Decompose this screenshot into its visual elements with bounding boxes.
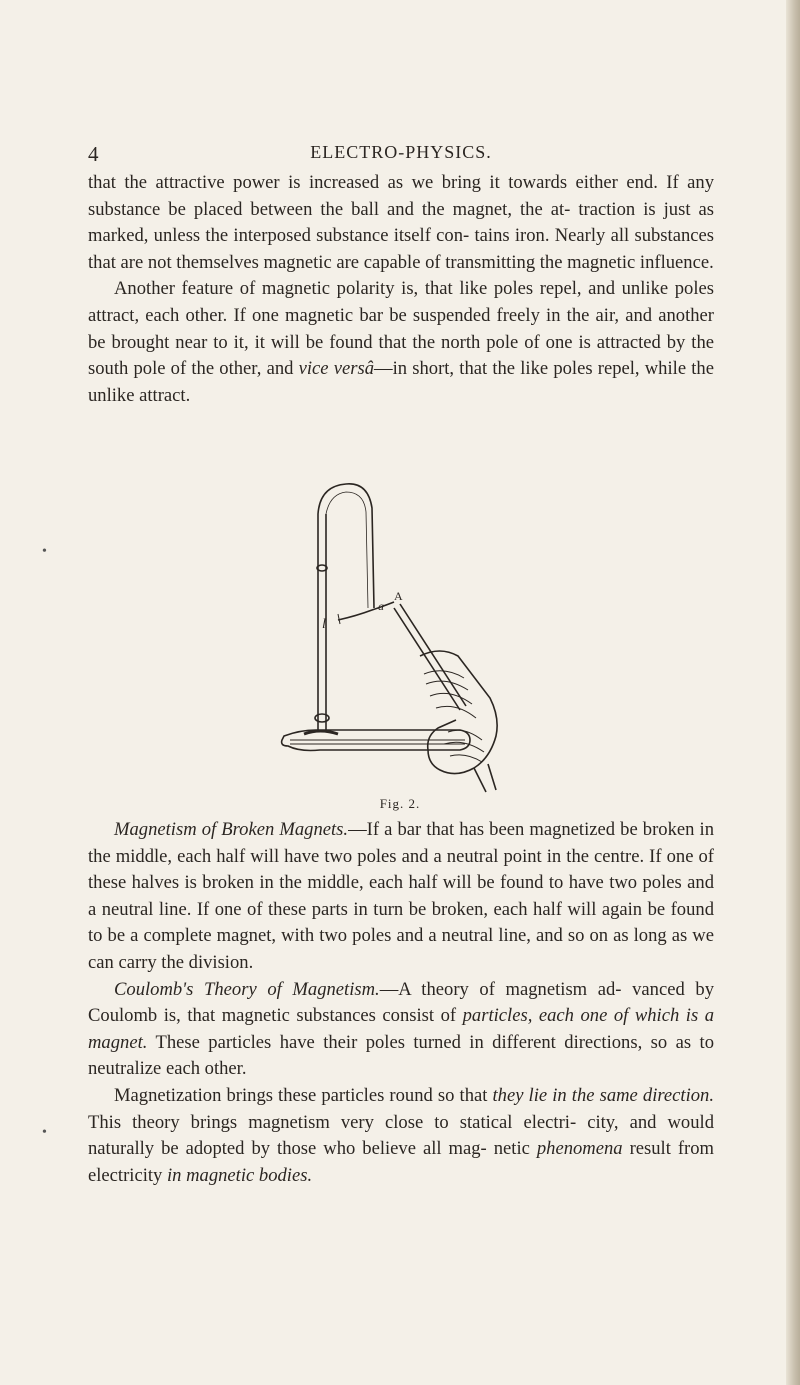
figure-caption: Fig. 2.: [379, 796, 421, 811]
bottom-text: [88, 817, 714, 1189]
figure-label-A: A: [394, 589, 403, 603]
margin-mark: •: [42, 544, 47, 559]
margin-mark: •: [42, 1125, 47, 1140]
italic-phrase: Magnetism of Broken Magnets.: [114, 819, 349, 840]
italic-phrase: vice versâ: [298, 358, 374, 380]
page-edge: [786, 0, 800, 1385]
page-header: [88, 142, 714, 172]
paragraph: Magnetization brings these particles round so that they lie in the same direction. This theory brings magnetism very close to statical electri- city, and would naturally be adopted by those who believe all mag- netic phenomena result from electricity in magnetic bodies.: [88, 1084, 715, 1186]
italic-phrase: in magnetic bodies.: [166, 1164, 313, 1186]
figure-magnet-apparatus: [260, 478, 550, 808]
running-title: ELECTRO-PHYSICS.: [310, 142, 492, 162]
top-text: [88, 170, 714, 409]
figure-label-a: a: [378, 599, 384, 613]
paragraph: that the attractive power is increased as we bring it towards either end. If any substance be placed between the ball and the magnet, the at- traction is just as marked, unless the interposed substance itself con- tains iron. Nearly all substances that are not themselves magnetic are capable of transmitting the magnetic influence.: [88, 172, 714, 273]
magnet-illustration: [260, 478, 550, 808]
figure-label-l: l: [322, 617, 326, 632]
italic-phrase: phenomena: [536, 1138, 623, 1160]
paragraph: Another feature of magnetic polarity is, that like poles repel, and unlike poles attract, each other. If one magnetic bar be suspended freely in the air, and another be brought near to it, it will be found that the north pole of one is attracted by the south pole of the other, and vice versâ—in short, that the like poles repel, while the unlike attract.: [88, 278, 714, 406]
italic-phrase: particles, each one of which is a magnet.: [88, 1005, 714, 1053]
italic-phrase: they lie in the same direction.: [492, 1084, 714, 1106]
page-number: 4: [88, 142, 99, 166]
italic-phrase: Coulomb's Theory of Magnetism.: [114, 978, 380, 1000]
paragraph: Magnetism of Broken Magnets.—If a bar that has been magnetized be broken in the middle, each half will have two poles and a neutral point in the centre. If one of these halves is broken in the middle, each half will be found to have two poles and a neutral line. If one of these parts in turn be broken, each half will again be found to be a complete magnet, with two poles and a neutral line, and so on as long as we can carry the division.: [88, 819, 714, 973]
paragraph: Coulomb's Theory of Magnetism.—A theory of magnetism ad- vanced by Coulomb is, that magnetic substances consist of particles, each one of which is a magnet. These particles have their poles turned in different directions, so as to neutralize each other.: [88, 978, 714, 1080]
